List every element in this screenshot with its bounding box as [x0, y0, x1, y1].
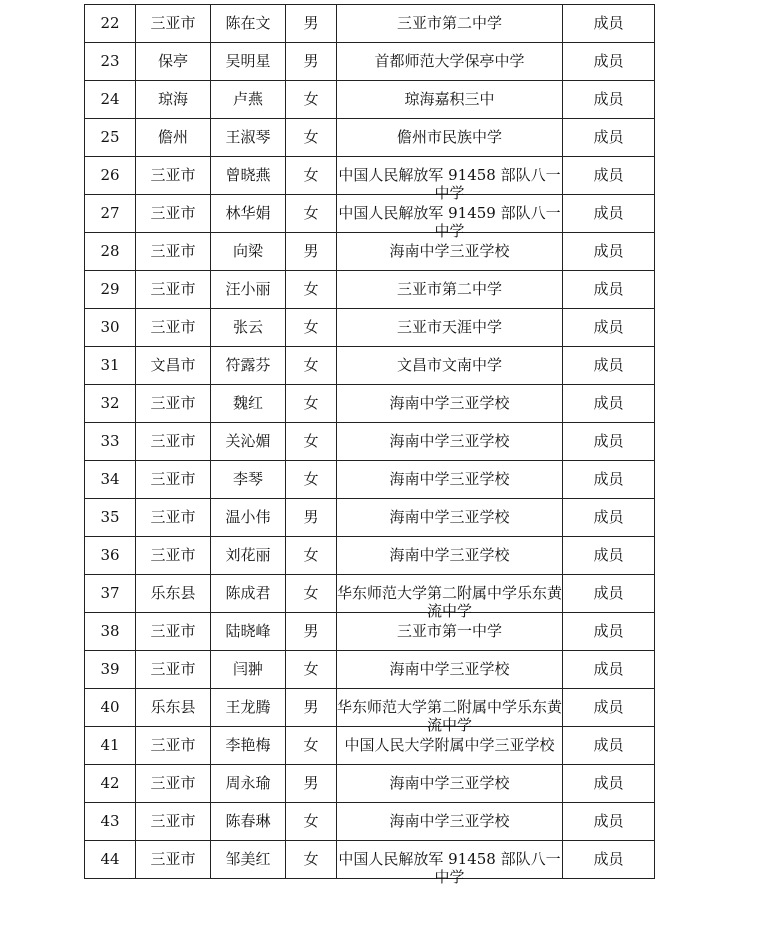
cell-region: 三亚市: [136, 765, 211, 803]
table-row: [85, 727, 655, 765]
cell-school: 三亚市第一中学: [337, 613, 563, 651]
cell-name: 刘花丽: [211, 537, 286, 575]
cell-school: [337, 157, 563, 202]
cell-school: 中国人民大学附属中学三亚学校: [337, 727, 563, 765]
cell-school: 海南中学三亚学校: [337, 803, 563, 841]
table-row: [85, 537, 655, 575]
table-row: [85, 613, 655, 651]
cell-role: 成员: [563, 157, 655, 195]
table-row: [85, 499, 655, 537]
school-name-text: 中国人民解放军 91459 部队八一中学: [338, 204, 561, 240]
cell-gender: 女: [286, 309, 337, 347]
table-row: [85, 385, 655, 423]
cell-name: 符露芬: [211, 347, 286, 385]
cell-number: 22: [85, 5, 136, 43]
cell-gender: 女: [286, 727, 337, 765]
cell-school: 首都师范大学保亭中学: [337, 43, 563, 81]
cell-name: 陈春琳: [211, 803, 286, 841]
cell-gender: 男: [286, 5, 337, 43]
cell-name: 曾晓燕: [211, 157, 286, 195]
cell-gender: 女: [286, 195, 337, 233]
cell-number: 39: [85, 651, 136, 689]
cell-role: 成员: [563, 43, 655, 81]
cell-gender: 女: [286, 537, 337, 575]
table-row: [85, 651, 655, 689]
cell-name: 温小伟: [211, 499, 286, 537]
cell-role: 成员: [563, 233, 655, 271]
cell-role: 成员: [563, 727, 655, 765]
cell-number: 30: [85, 309, 136, 347]
cell-gender: 女: [286, 157, 337, 195]
cell-name: 张云: [211, 309, 286, 347]
cell-gender: 女: [286, 803, 337, 841]
cell-gender: 女: [286, 385, 337, 423]
cell-role: 成员: [563, 309, 655, 347]
cell-region: 保亭: [136, 43, 211, 81]
cell-name: 卢燕: [211, 81, 286, 119]
cell-region: 三亚市: [136, 233, 211, 271]
cell-name: 王龙腾: [211, 689, 286, 727]
cell-gender: 女: [286, 841, 337, 879]
cell-name: 闫翀: [211, 651, 286, 689]
cell-number: 41: [85, 727, 136, 765]
cell-region: 三亚市: [136, 537, 211, 575]
cell-region: 三亚市: [136, 613, 211, 651]
cell-school: [337, 689, 563, 734]
cell-school: 海南中学三亚学校: [337, 233, 563, 271]
table-row: [85, 81, 655, 119]
cell-number: 23: [85, 43, 136, 81]
cell-role: 成员: [563, 81, 655, 119]
cell-role: 成员: [563, 689, 655, 727]
table-row: [85, 347, 655, 385]
cell-name: 周永瑜: [211, 765, 286, 803]
cell-number: 31: [85, 347, 136, 385]
cell-number: 44: [85, 841, 136, 879]
cell-role: 成员: [563, 537, 655, 575]
cell-number: 32: [85, 385, 136, 423]
cell-name: 关沁媚: [211, 423, 286, 461]
cell-region: 三亚市: [136, 423, 211, 461]
cell-role: 成员: [563, 575, 655, 613]
table-row: [85, 119, 655, 157]
cell-role: 成员: [563, 5, 655, 43]
table-row: [85, 43, 655, 81]
cell-number: 26: [85, 157, 136, 195]
cell-gender: 男: [286, 499, 337, 537]
school-name-text: 中国人民解放军 91458 部队八一中学: [338, 166, 561, 202]
cell-region: 三亚市: [136, 841, 211, 879]
cell-region: 三亚市: [136, 5, 211, 43]
cell-gender: 男: [286, 613, 337, 651]
cell-name: 汪小丽: [211, 271, 286, 309]
table-row: [85, 575, 655, 613]
cell-number: 38: [85, 613, 136, 651]
table-row: [85, 765, 655, 803]
cell-region: 乐东县: [136, 575, 211, 613]
table-row: [85, 689, 655, 727]
school-name-text: 华东师范大学第二附属中学乐东黄流中学: [337, 584, 563, 620]
cell-role: 成员: [563, 803, 655, 841]
cell-school: 儋州市民族中学: [337, 119, 563, 157]
cell-role: 成员: [563, 195, 655, 233]
cell-school: 琼海嘉积三中: [337, 81, 563, 119]
cell-number: 37: [85, 575, 136, 613]
cell-school: 海南中学三亚学校: [337, 385, 563, 423]
table-row: [85, 803, 655, 841]
table-row: [85, 157, 655, 195]
member-table-body: [85, 5, 655, 886]
table-row: [85, 195, 655, 233]
member-table: [84, 4, 655, 886]
cell-region: 三亚市: [136, 309, 211, 347]
cell-role: 成员: [563, 651, 655, 689]
cell-school: 海南中学三亚学校: [337, 651, 563, 689]
cell-school: 三亚市第二中学: [337, 271, 563, 309]
cell-school: 海南中学三亚学校: [337, 537, 563, 575]
cell-gender: 女: [286, 651, 337, 689]
cell-region: 三亚市: [136, 499, 211, 537]
cell-name: 王淑琴: [211, 119, 286, 157]
cell-region: 三亚市: [136, 271, 211, 309]
cell-gender: 男: [286, 233, 337, 271]
cell-region: 琼海: [136, 81, 211, 119]
cell-number: 24: [85, 81, 136, 119]
cell-number: 34: [85, 461, 136, 499]
table-row: [85, 233, 655, 271]
cell-school: 海南中学三亚学校: [337, 461, 563, 499]
cell-number: 35: [85, 499, 136, 537]
table-row: [85, 271, 655, 309]
cell-name: 邹美红: [211, 841, 286, 879]
cell-role: 成员: [563, 119, 655, 157]
cell-number: 28: [85, 233, 136, 271]
cell-gender: 女: [286, 119, 337, 157]
cell-number: 25: [85, 119, 136, 157]
table-row: [85, 461, 655, 499]
table-row: [85, 5, 655, 43]
cell-region: 三亚市: [136, 803, 211, 841]
cell-role: 成员: [563, 347, 655, 385]
cell-school: [337, 575, 563, 620]
school-name-text: 中国人民解放军 91458 部队八一中学: [338, 850, 561, 886]
cell-gender: 女: [286, 575, 337, 613]
cell-region: 三亚市: [136, 195, 211, 233]
cell-gender: 男: [286, 43, 337, 81]
cell-school: 三亚市第二中学: [337, 5, 563, 43]
school-name-text: 华东师范大学第二附属中学乐东黄流中学: [337, 698, 563, 734]
cell-gender: 女: [286, 271, 337, 309]
cell-region: 文昌市: [136, 347, 211, 385]
table-row: [85, 309, 655, 347]
cell-role: 成员: [563, 385, 655, 423]
cell-school: [337, 841, 563, 886]
cell-name: 李艳梅: [211, 727, 286, 765]
cell-region: 乐东县: [136, 689, 211, 727]
cell-name: 李琴: [211, 461, 286, 499]
table-row: [85, 841, 655, 879]
cell-region: 三亚市: [136, 461, 211, 499]
cell-name: 林华娟: [211, 195, 286, 233]
cell-school: 文昌市文南中学: [337, 347, 563, 385]
cell-region: 三亚市: [136, 385, 211, 423]
cell-gender: 女: [286, 461, 337, 499]
cell-role: 成员: [563, 461, 655, 499]
table-row: [85, 423, 655, 461]
cell-gender: 女: [286, 423, 337, 461]
cell-role: 成员: [563, 271, 655, 309]
cell-name: 陈在文: [211, 5, 286, 43]
cell-number: 40: [85, 689, 136, 727]
cell-number: 27: [85, 195, 136, 233]
cell-name: 魏红: [211, 385, 286, 423]
cell-school: 海南中学三亚学校: [337, 423, 563, 461]
cell-region: 三亚市: [136, 157, 211, 195]
cell-number: 33: [85, 423, 136, 461]
cell-school: 三亚市天涯中学: [337, 309, 563, 347]
cell-region: 三亚市: [136, 727, 211, 765]
cell-name: 陆晓峰: [211, 613, 286, 651]
cell-number: 43: [85, 803, 136, 841]
cell-name: 陈成君: [211, 575, 286, 613]
cell-number: 36: [85, 537, 136, 575]
cell-role: 成员: [563, 423, 655, 461]
cell-gender: 女: [286, 347, 337, 385]
cell-region: 儋州: [136, 119, 211, 157]
cell-name: 向梁: [211, 233, 286, 271]
cell-region: 三亚市: [136, 651, 211, 689]
cell-role: 成员: [563, 765, 655, 803]
cell-school: 海南中学三亚学校: [337, 765, 563, 803]
cell-school: 海南中学三亚学校: [337, 499, 563, 537]
cell-name: 吴明星: [211, 43, 286, 81]
cell-gender: 女: [286, 81, 337, 119]
cell-role: 成员: [563, 841, 655, 879]
cell-gender: 男: [286, 765, 337, 803]
cell-role: 成员: [563, 613, 655, 651]
cell-role: 成员: [563, 499, 655, 537]
cell-number: 29: [85, 271, 136, 309]
cell-gender: 男: [286, 689, 337, 727]
cell-number: 42: [85, 765, 136, 803]
